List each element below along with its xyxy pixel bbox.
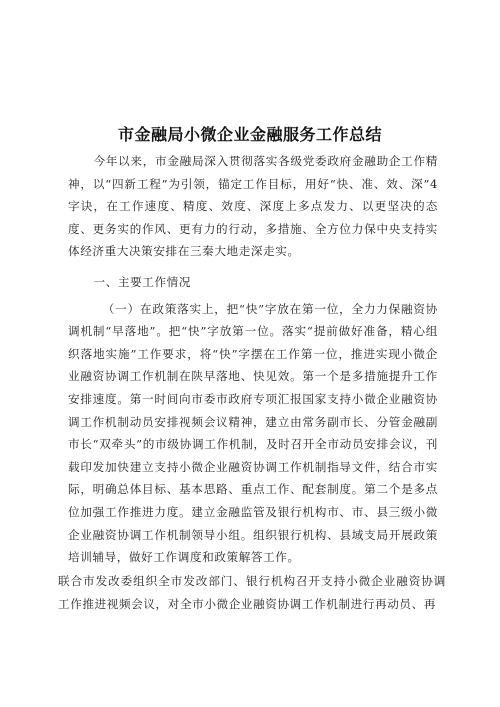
document-title: 市金融局小微企业金融服务工作总结	[117, 125, 382, 144]
intro-paragraph: 今年以来，市金融局深入贯彻落实各级党委政府金融助企工作精神，以“四新工程”为引领，锚定工作目标，用好“快、准、效、深”4字诀，在工作速度、精度、效度、深度上多点发力、以更坚决的态度、更务实的作风、更有力的行动，多措施、全方位力保中央支持实体经济重大决策安排在三秦大地走深走实。	[68, 154, 438, 259]
section-heading: 一、主要工作情况	[93, 274, 192, 289]
continuation-block	[58, 570, 446, 615]
section1-paragraph: （一）在政策落实上，把“快”字放在第一位，全力力保融资协调机制“早落地”。把“快”字放第一位。落实“提前做好准备，精心组织落地实施”工作要求，将“快”字摆在工作第一位，推进实现小微企业融资协调工作机制在陕早落地、快见效。第一个是多措施提升工作安排速度。第一时间向市委市政府专项汇报国家支持小微企业融资协调工作机制动员安排视频会议精神，建立由常务副市长、分管金融副市长“双牵头”的市级协调工作机制，及时召开全市动员安排会议，刊载印发加快建立支持小微企业融资协调工作机制指导文件，结合市实际，明确总体目标、基本思路、重点工作、配套制度。第二个是多点位加强工作推进力度。建立金融监管及银行机构市、市、县三级小微企业融资协调工作机制领导小组。组织银行机构、县域支局开展政策培训辅导，做好工作调度和政策解答工作。	[68, 301, 438, 565]
continuation-paragraph: 联合市发改委组织全市发改部门、银行机构召开支持小微企业融资协调工作推进视频会议，对全市小微企业融资协调工作机制进行再动员、再	[58, 574, 446, 611]
document-body	[68, 150, 438, 569]
